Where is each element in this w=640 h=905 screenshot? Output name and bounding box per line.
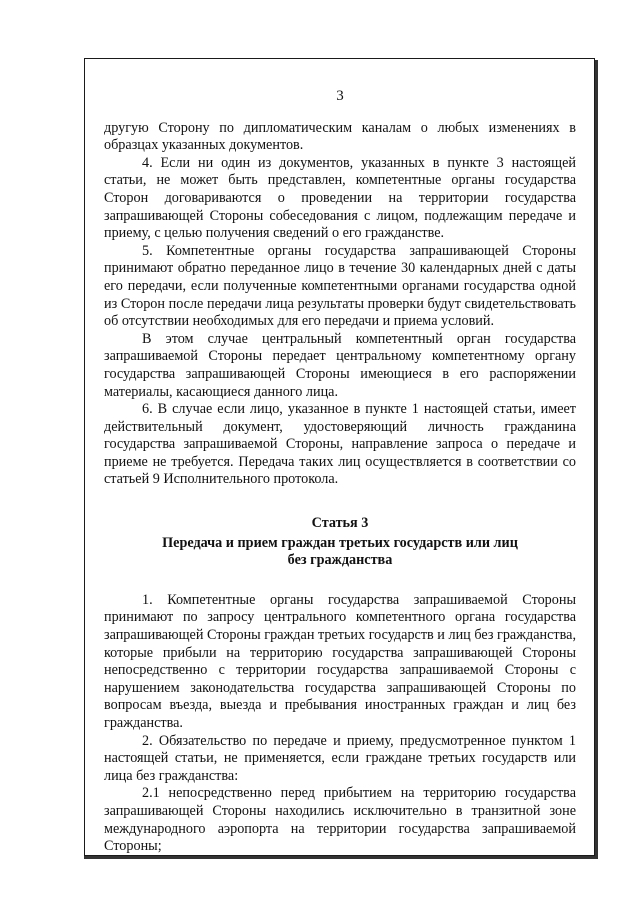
paragraph: 1. Компетентные органы государства запрашиваемой Стороны принимают по запросу центрального компетентного органа государства запрашивающей Стороны граждан третьих государств и лиц без гражданства, которые прибыли на территорию государства запрашивающей Стороны непосредственно с территории государства запрашиваемой Стороны с нарушением законодательства государства запрашивающей Стороны по вопросам въезда, выезда и пребывания иностранных граждан и лиц без гражданства. bbox=[104, 591, 576, 731]
page-border-shadow-right bbox=[595, 60, 598, 859]
page-number: 3 bbox=[336, 88, 344, 104]
paragraph: 2.1 непосредственно перед прибытием на территорию государства запрашивающей Стороны находились исключительно в транзитной зоне международного аэропорта на территории государства запрашиваемой Стороны; bbox=[104, 785, 576, 855]
spacer bbox=[104, 570, 576, 592]
paragraph: другую Сторону по дипломатическим каналам о любых изменениях в образцах указанных документов. bbox=[104, 119, 576, 154]
paragraph: В этом случае центральный компетентный орган государства запрашиваемой Стороны передает центральному компетентному органу государства запрашивающей Стороны имеющиеся в его распоряжении материалы, касающиеся данного лица. bbox=[104, 330, 576, 400]
paragraph: 2. Обязательство по передаче и приему, предусмотренное пунктом 1 настоящей статьи, не применяется, если граждане третьих государств или лица без гражданства: bbox=[104, 732, 576, 784]
article-title: Статья 3 bbox=[311, 515, 369, 532]
document-body bbox=[104, 88, 576, 856]
paragraph: 5. Компетентные органы государства запрашивающей Стороны принимают обратно переданное лицо в течение 30 календарных дней с даты его передачи, если полученные компетентными органами государства одной из Сторон после передачи лица результаты проверки будут свидетельствовать об отсутствии необходимых для его передачи и приема условий. bbox=[104, 242, 576, 330]
article-subtitle: Передача и прием граждан третьих государств или лиц без гражданства bbox=[162, 534, 518, 569]
paragraph: 6. В случае если лицо, указанное в пункте 1 настоящей статьи, имеет действительный документ, удостоверяющий личность гражданина государства запрашиваемой Стороны, направление запроса о передаче и приеме не требуется. Передача таких лиц осуществляется в соответствии со статьей 9 Исполнительного протокола. bbox=[104, 401, 576, 488]
paragraph: 4. Если ни один из документов, указанных в пункте 3 настоящей статьи, не может быть представлен, компетентные органы государства Сторон договариваются о проведении на территории государства запрашивающей Стороны собеседования с лицом, подлежащим передаче и приему, с целью получения сведений о его гражданстве. bbox=[104, 154, 576, 242]
page-border-shadow-bottom bbox=[84, 856, 598, 859]
